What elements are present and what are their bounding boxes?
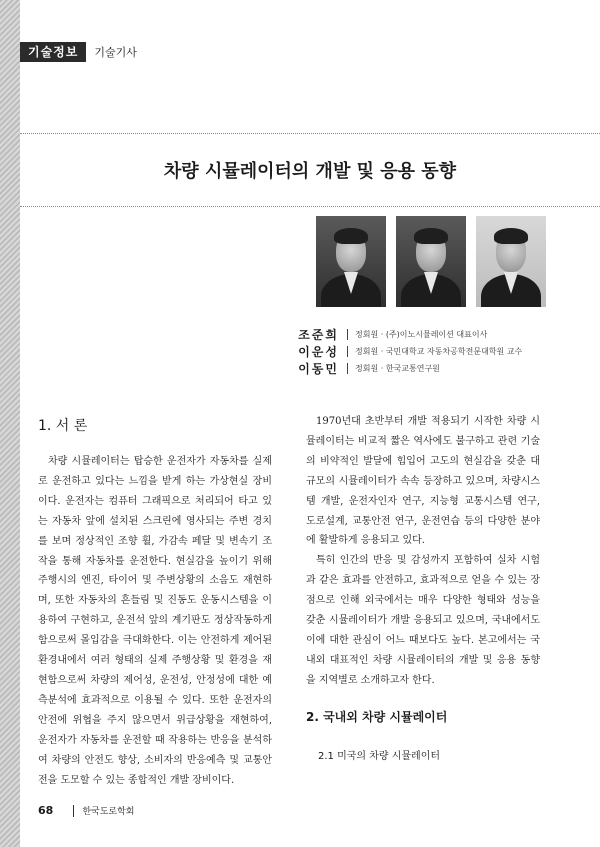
section-header (20, 42, 137, 62)
column2-paragraph: 특히 인간의 반응 및 감성까지 포함하여 실차 시험과 같은 효과를 안전하고, 효과적으로 얻을 수 있는 장점으로 인해 외국에서는 매우 다양한 형태와 성능을 갖춘 시뮬레이터가 개발 응용되고 있으며, 국내에서도 이에 대한 관심이 어느 때보다도 높다. 본고에서는 국내외 대표적인 차량 시뮬레이터의 개발 및 응용 동향을 지역별로 소개하고자 한다. (306, 555, 540, 686)
header-tag: 기술정보 (20, 42, 86, 62)
header-sub: 기술기사 (94, 46, 137, 59)
author-affiliation: 정회원 · 한국교통연구원 (355, 364, 440, 373)
section2-heading: 2. 국내외 차량 시뮬레이터 (306, 710, 448, 724)
author-entry (290, 343, 522, 360)
section1-body (38, 452, 272, 790)
footer-divider (73, 805, 74, 817)
author-name: 이운성 (298, 345, 339, 359)
page-number: 68 (38, 804, 54, 817)
title-bottom-divider (20, 206, 600, 207)
title-top-divider (20, 133, 600, 134)
article-title: 차량 시뮬레이터의 개발 및 응용 동향 (163, 161, 457, 182)
column2-body (306, 412, 540, 691)
page-footer (38, 804, 134, 817)
author-list (290, 326, 522, 377)
author-photo-2 (396, 216, 466, 307)
author-affiliation: 정회원 · 국민대학교 자동차공학전문대학원 교수 (355, 347, 523, 356)
author-affiliation: 정회원 · (주)이노시뮬레이션 대표이사 (355, 330, 488, 339)
author-entry (290, 360, 522, 377)
author-divider (347, 363, 348, 374)
author-divider (347, 329, 348, 340)
left-edge-pattern (0, 0, 20, 847)
author-name: 조준희 (298, 328, 339, 342)
section1-paragraph: 차량 시뮬레이터는 탑승한 운전자가 자동차를 실제로 운전하고 있다는 느낌을 받게 하는 가상현실 장비이다. 운전자는 컴퓨터 그래픽으로 처리되어 타고 있는 자동차 앞에 설치된 스크린에 영사되는 주변 경치를 보며 정상적인 조향 휠, 가감속 페달 및 변속기 조작을 통해 자동차를 운전한다. 현실감을 높이기 위해 주행시의 엔진, 타이어 및 주변상황의 소음도 재현하며, 또한 자동차의 흔들림 및 진동도 운동시스템을 이용하여 구현하고, 운전석 앞의 계기판도 정상작동하게 함으로써 몰입감을 극대화한다. 이는 안전하게 제어된 환경내에서 여러 형태의 실제 주행상황 및 환경을 재현함으로써 차량의 제어성, 운전성, 안정성에 대한 예측분석에 효과적으로 이용될 수 있다. 또한 운전자의 안전에 위협을 주지 않으면서 위급상황을 재현하여, 운전자가 자동차를 운전할 때 작용하는 반응을 분석하여 차량의 안전도 향상, 소비자의 반응예측 및 교통안전을 도모할 수 있는 종합적인 개발 장비이다. (38, 456, 272, 786)
author-entry (290, 326, 522, 343)
author-name: 이동민 (298, 362, 339, 376)
author-photos (316, 216, 546, 307)
author-photo-1 (316, 216, 386, 307)
footer-organization: 한국도로학회 (82, 807, 135, 817)
author-divider (347, 346, 348, 357)
section1-heading: 1. 서 론 (38, 418, 88, 434)
section2-subheading: 2.1 미국의 차량 시뮬레이터 (318, 751, 441, 762)
column2-paragraph: 1970년대 초반부터 개발 적용되기 시작한 차량 시뮬레이터는 비교적 짧은 역사에도 불구하고 관련 기술의 비약적인 발달에 힙입어 고도의 현실감을 갖춘 대규모의 시뮬레이터가 속속 등장하고 있으며, 차량시스템 개발, 운전자인자 연구, 지능형 교통시스템 연구, 도로설계, 교통안전 연구, 운전연습 등의 다양한 분야에 활발하게 응용되고 있다. (306, 416, 540, 547)
author-photo-3 (476, 216, 546, 307)
